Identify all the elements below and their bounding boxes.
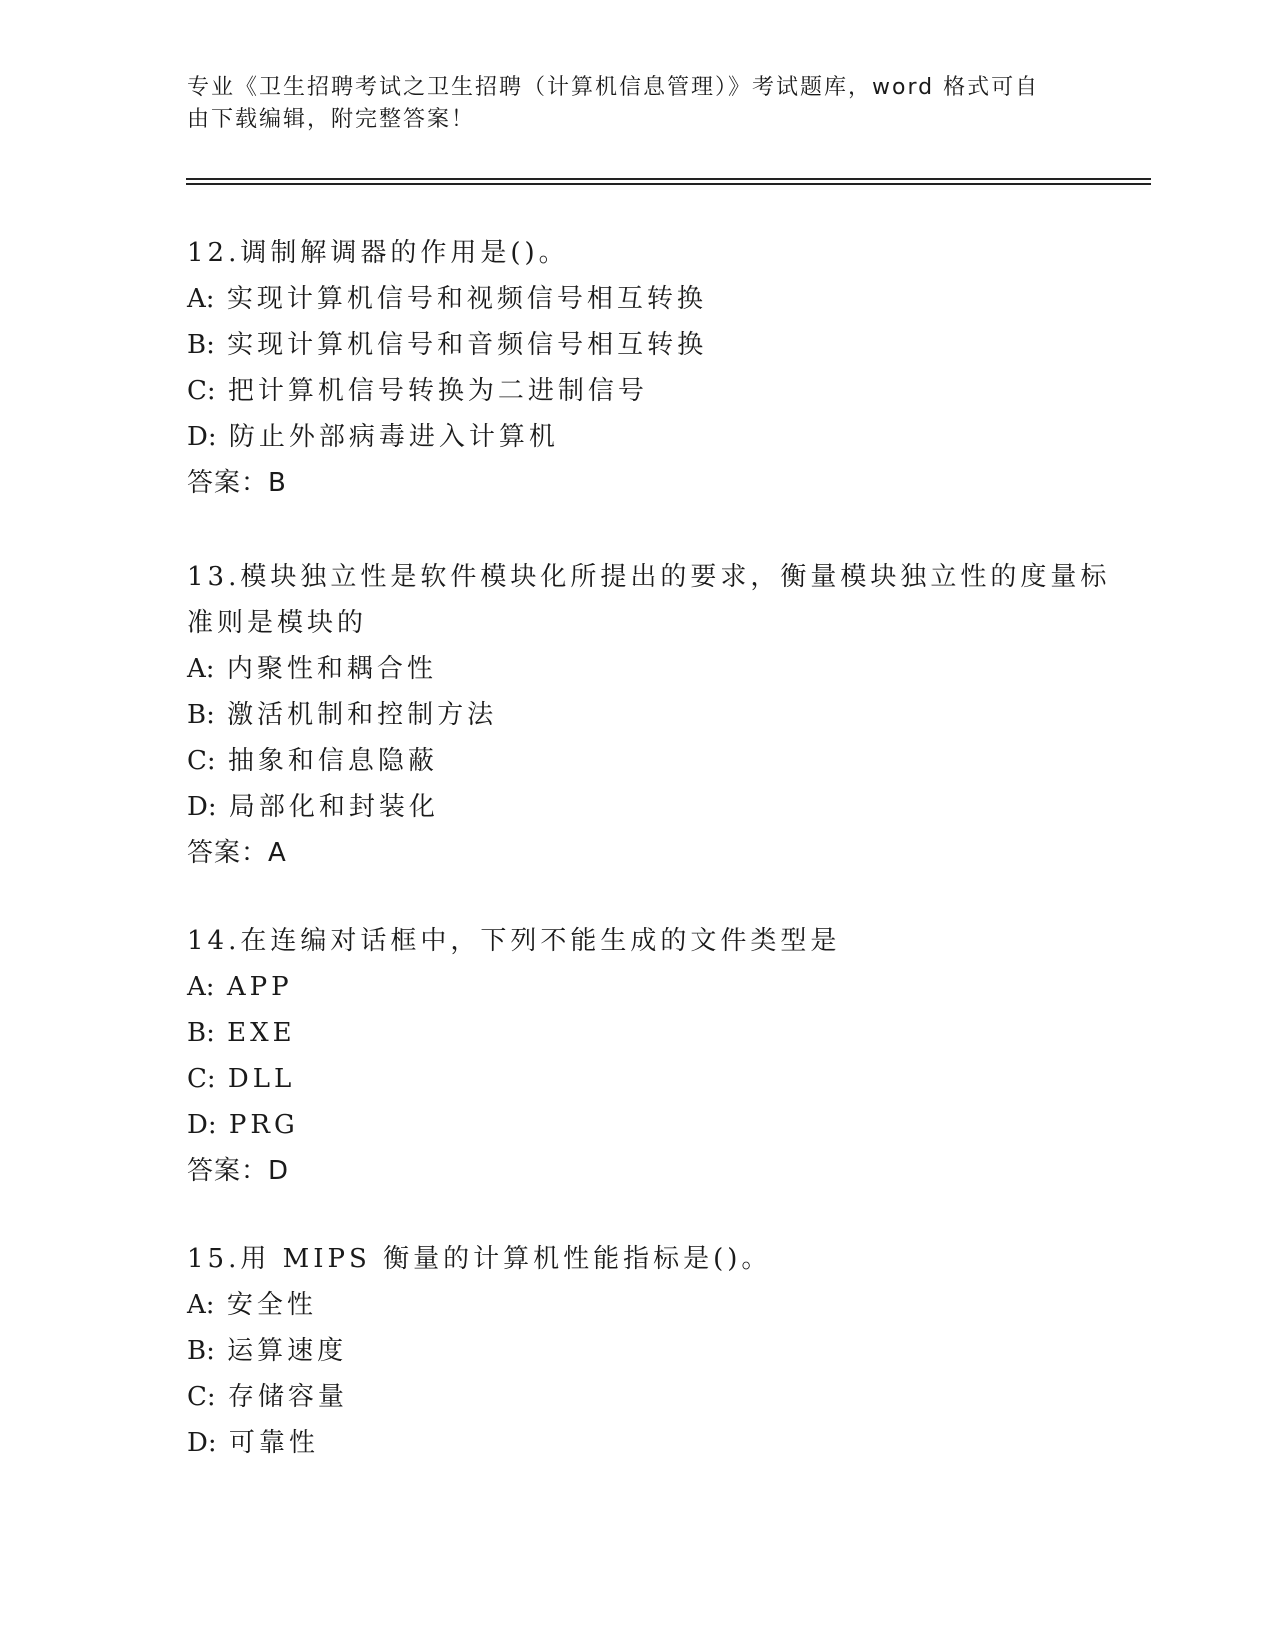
option-c: [187, 368, 1087, 414]
header-line-1: 专业《卫生招聘考试之卫生招聘（计算机信息管理）》考试题库，word 格式可自: [187, 75, 1040, 100]
option-key: C:: [187, 746, 216, 776]
question-stem: 14.在连编对话框中，下列不能生成的文件类型是: [187, 926, 841, 956]
option-key: B:: [187, 1018, 215, 1048]
option-c: [187, 738, 1087, 784]
header-divider-bottom: [186, 183, 1151, 185]
option-d: [187, 1102, 1087, 1148]
document-header: [187, 72, 1067, 136]
option-a: [187, 276, 1087, 322]
option-b: [187, 692, 1087, 738]
option-key: B:: [187, 700, 215, 730]
option-key: B:: [187, 330, 215, 360]
option-text: 实现计算机信号和视频信号相互转换: [226, 284, 707, 314]
option-text: 局部化和封装化: [228, 792, 439, 822]
option-text: PRG: [228, 1110, 299, 1140]
answer: 答案：A: [187, 838, 287, 868]
option-text: DLL: [227, 1064, 296, 1094]
option-text: 把计算机信号转换为二进制信号: [227, 376, 648, 406]
option-c: [187, 1374, 1087, 1420]
option-c: [187, 1056, 1087, 1102]
option-d: [187, 784, 1087, 830]
option-key: A:: [187, 654, 215, 684]
option-key: C:: [187, 376, 216, 406]
option-a: [187, 646, 1087, 692]
question-stem: 12.调制解调器的作用是()。: [187, 238, 569, 268]
question-13: [187, 554, 1111, 876]
option-text: 存储容量: [227, 1382, 348, 1412]
option-b: [187, 322, 1087, 368]
option-text: 抽象和信息隐蔽: [227, 746, 438, 776]
question-15: [187, 1236, 1087, 1466]
option-key: C:: [187, 1382, 216, 1412]
option-text: EXE: [227, 1018, 296, 1048]
option-text: 可靠性: [228, 1428, 319, 1458]
header-divider-top: [186, 178, 1151, 180]
option-a: [187, 1282, 1087, 1328]
option-text: APP: [226, 972, 293, 1002]
header-line-2: 由下载编辑，附完整答案！: [187, 107, 476, 132]
option-key: B:: [187, 1336, 215, 1366]
option-key: A:: [187, 972, 215, 1002]
option-key: D:: [187, 422, 217, 452]
option-text: 实现计算机信号和音频信号相互转换: [227, 330, 708, 360]
question-stem: 15.用 MIPS 衡量的计算机性能指标是()。: [187, 1244, 772, 1274]
answer: 答案：B: [187, 468, 287, 498]
question-12: [187, 230, 1087, 506]
option-key: D:: [187, 1428, 217, 1458]
option-b: [187, 1328, 1087, 1374]
answer: 答案：D: [187, 1156, 290, 1186]
option-a: [187, 964, 1087, 1010]
option-text: 安全性: [226, 1290, 317, 1320]
option-d: [187, 414, 1087, 460]
option-key: A:: [187, 1290, 215, 1320]
option-text: 运算速度: [227, 1336, 348, 1366]
option-b: [187, 1010, 1087, 1056]
option-text: 内聚性和耦合性: [226, 654, 437, 684]
option-d: [187, 1420, 1087, 1466]
option-key: D:: [187, 792, 217, 822]
option-key: A:: [187, 284, 215, 314]
question-stem-continued: 准则是模块的: [187, 608, 368, 638]
option-key: D:: [187, 1110, 217, 1140]
option-text: 激活机制和控制方法: [227, 700, 498, 730]
option-key: C:: [187, 1064, 216, 1094]
question-14: [187, 918, 1087, 1194]
option-text: 防止外部病毒进入计算机: [228, 422, 559, 452]
question-stem: 13.模块独立性是软件模块化所提出的要求，衡量模块独立性的度量标: [187, 562, 1111, 592]
